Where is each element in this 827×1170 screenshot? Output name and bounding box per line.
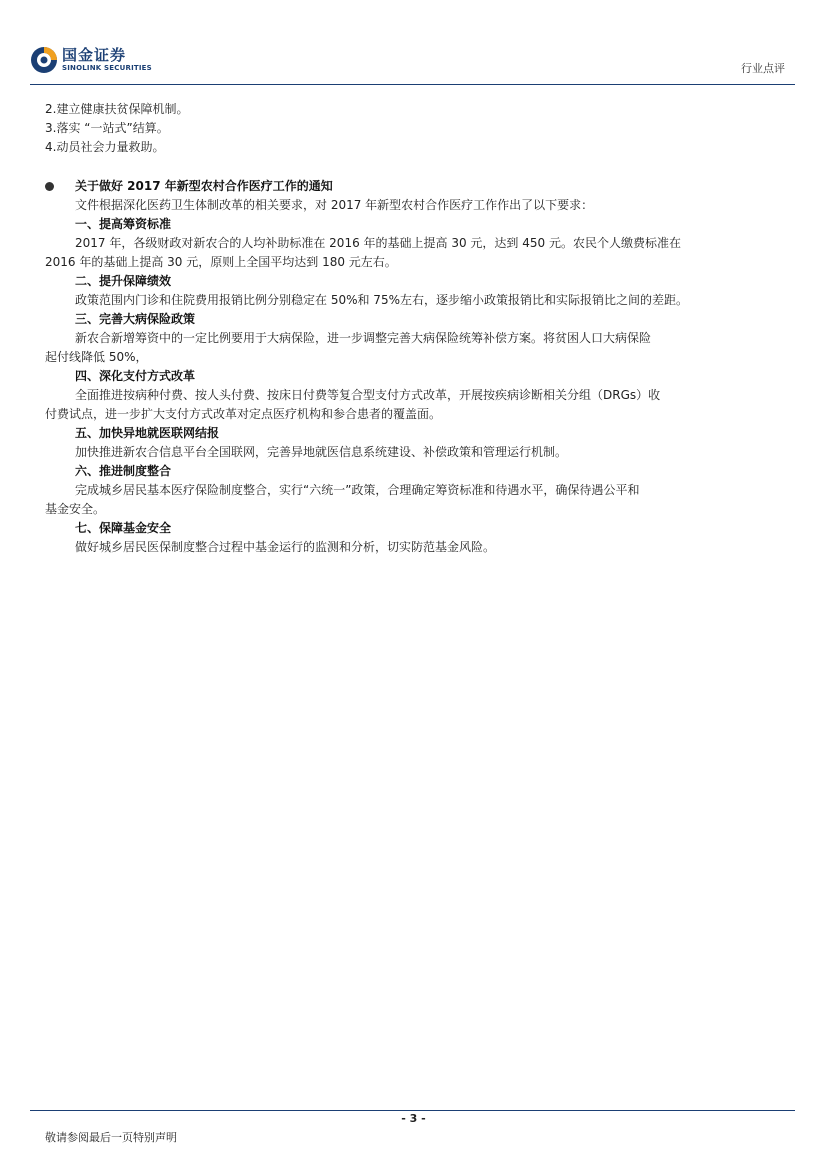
item-text: 2017 年，各级财政对新农合的人均补助标准在 2016 年的基础上提高 30 元，达到 450 元。农民个人缴费标准在 xyxy=(75,236,681,250)
bullet-icon xyxy=(45,182,54,191)
logo-chinese-name: 国金证券 xyxy=(62,46,127,64)
footer-divider xyxy=(30,1110,795,1111)
item-text: 全面推进按病种付费、按人头付费、按床日付费等复合型支付方式改革，开展按疾病诊断相关分组（DRGs）收 xyxy=(75,388,661,402)
header-divider xyxy=(30,84,795,85)
item-text: 基金安全。 xyxy=(45,502,106,516)
item-text: 起付线降低 50%， xyxy=(45,350,148,364)
list-item: 4.动员社会力量救助。 xyxy=(45,140,165,154)
section-title: 关于做好 2017 年新型农村合作医疗工作的通知 xyxy=(75,179,333,193)
item-text: 新农合新增筹资中的一定比例要用于大病保险，进一步调整完善大病保险统筹补偿方案。将贫困人口大病保险 xyxy=(75,331,652,345)
item-heading: 七、保障基金安全 xyxy=(75,521,172,535)
item-text: 付费试点，进一步扩大支付方式改革对定点医疗机构和参合患者的覆盖面。 xyxy=(45,407,442,421)
item-heading: 三、完善大病保险政策 xyxy=(75,312,196,326)
footer-disclaimer: 敬请参阅最后一页特别声明 xyxy=(45,1131,177,1144)
page-header xyxy=(30,46,795,78)
item-text: 政策范围内门诊和住院费用报销比例分别稳定在 50%和 75%左右，逐步缩小政策报销比和实际报销比之间的差距。 xyxy=(75,293,688,307)
section-intro: 文件根据深化医药卫生体制改革的相关要求，对 2017 年新型农村合作医疗工作作出了以下要求： xyxy=(75,198,594,212)
company-logo xyxy=(30,46,152,74)
item-text: 做好城乡居民医保制度整合过程中基金运行的监测和分析，切实防范基金风险。 xyxy=(75,540,496,554)
item-heading: 五、加快异地就医联网结报 xyxy=(75,426,220,440)
list-item: 2.建立健康扶贫保障机制。 xyxy=(45,102,189,116)
page-number: - 3 - xyxy=(401,1112,426,1125)
item-text: 完成城乡居民基本医疗保险制度整合，实行“六统一”政策，合理确定筹资标准和待遇水平，确保待遇公平和 xyxy=(75,483,640,497)
item-text: 加快推进新农合信息平台全国联网，完善异地就医信息系统建设、补偿政策和管理运行机制。 xyxy=(75,445,568,459)
logo-english-name: SINOLINK SECURITIES xyxy=(62,64,152,72)
item-heading: 一、提高筹资标准 xyxy=(75,217,172,231)
report-type-label: 行业点评 xyxy=(741,62,785,75)
item-heading: 六、推进制度整合 xyxy=(75,464,172,478)
list-item: 3.落实 “一站式”结算。 xyxy=(45,121,169,135)
item-text: 2016 年的基础上提高 30 元，原则上全国平均达到 180 元左右。 xyxy=(45,255,397,269)
item-heading: 二、提升保障绩效 xyxy=(75,274,172,288)
main-content xyxy=(45,100,790,557)
item-heading: 四、深化支付方式改革 xyxy=(75,369,196,383)
section-header xyxy=(45,177,790,196)
sinolink-logo-icon xyxy=(30,46,58,74)
